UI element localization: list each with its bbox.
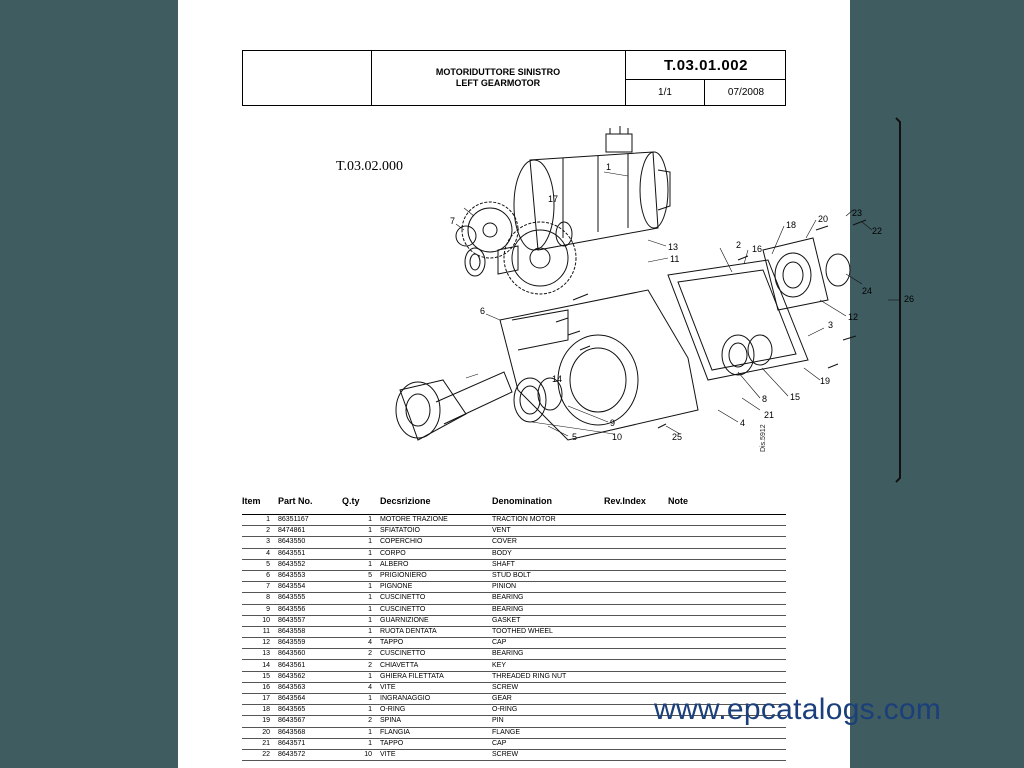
table-cell-empty bbox=[668, 559, 786, 570]
table-cell: SCREW bbox=[492, 682, 604, 693]
table-cell: CORPO bbox=[380, 548, 492, 559]
table-cell: 8643564 bbox=[278, 694, 342, 705]
table-cell: 1 bbox=[342, 526, 380, 537]
table-row bbox=[242, 570, 786, 581]
table-cell: COPERCHIO bbox=[380, 537, 492, 548]
header-item: Item bbox=[242, 494, 278, 515]
header-description: Decsrizione bbox=[380, 494, 492, 515]
table-cell-empty bbox=[668, 582, 786, 593]
table-row bbox=[242, 526, 786, 537]
table-cell: 8643557 bbox=[278, 615, 342, 626]
table-cell: TAPPO bbox=[380, 638, 492, 649]
callout: 9 bbox=[610, 418, 616, 428]
table-cell: 86351167 bbox=[278, 515, 342, 526]
table-cell: 8643559 bbox=[278, 638, 342, 649]
table-cell: VITE bbox=[380, 749, 492, 760]
table-cell: 8643555 bbox=[278, 593, 342, 604]
table-cell-empty bbox=[668, 593, 786, 604]
table-cell: RUOTA DENTATA bbox=[380, 626, 492, 637]
callout: 19 bbox=[820, 376, 831, 386]
table-cell: 8643551 bbox=[278, 548, 342, 559]
sheet-number: 1/1 bbox=[626, 80, 705, 105]
table-cell: 15 bbox=[242, 671, 278, 682]
table-cell-empty bbox=[604, 682, 668, 693]
table-cell-empty bbox=[604, 727, 668, 738]
table-cell: SPINA bbox=[380, 716, 492, 727]
table-cell-empty bbox=[668, 548, 786, 559]
toothed-wheel-11-drawing bbox=[498, 222, 576, 294]
table-cell: 6 bbox=[242, 570, 278, 581]
callout: 5 bbox=[572, 432, 578, 442]
table-row bbox=[242, 604, 786, 615]
table-row bbox=[242, 582, 786, 593]
table-row bbox=[242, 537, 786, 548]
table-cell: KEY bbox=[492, 660, 604, 671]
catalog-page bbox=[178, 0, 915, 768]
table-cell: 1 bbox=[342, 559, 380, 570]
table-cell: 4 bbox=[342, 682, 380, 693]
table-cell: 8643554 bbox=[278, 582, 342, 593]
shaft-5-drawing bbox=[396, 372, 512, 440]
body-4-drawing bbox=[500, 290, 698, 440]
gear-17-drawing bbox=[456, 202, 518, 258]
table-cell: THREADED RING NUT bbox=[492, 671, 604, 682]
header-denomination: Denomination bbox=[492, 494, 604, 515]
table-cell: 3 bbox=[242, 537, 278, 548]
table-cell-empty bbox=[668, 671, 786, 682]
table-cell: SHAFT bbox=[492, 559, 604, 570]
table-cell-empty bbox=[668, 738, 786, 749]
table-cell: 4 bbox=[342, 638, 380, 649]
table-cell: 1 bbox=[342, 705, 380, 716]
drawing-number: Dis.5912 bbox=[760, 424, 767, 452]
table-cell: BEARING bbox=[492, 604, 604, 615]
table-cell: 1 bbox=[342, 615, 380, 626]
table-cell: 22 bbox=[242, 749, 278, 760]
table-cell: TAPPO bbox=[380, 738, 492, 749]
table-header-row bbox=[242, 494, 786, 515]
table-cell-empty bbox=[668, 749, 786, 760]
table-cell: 1 bbox=[342, 537, 380, 548]
table-cell: FLANGE bbox=[492, 727, 604, 738]
exploded-view-diagram bbox=[268, 110, 915, 490]
table-row bbox=[242, 660, 786, 671]
callout: 12 bbox=[848, 312, 859, 322]
table-cell-empty bbox=[604, 548, 668, 559]
table-cell: 8643571 bbox=[278, 738, 342, 749]
document-code: T.03.01.002 bbox=[626, 51, 786, 80]
title-cell bbox=[371, 51, 626, 105]
table-cell: 8643561 bbox=[278, 660, 342, 671]
callout: 21 bbox=[764, 410, 775, 420]
table-cell: VITE bbox=[380, 682, 492, 693]
table-cell-empty bbox=[668, 727, 786, 738]
traction-motor-drawing bbox=[514, 126, 670, 250]
table-cell-empty bbox=[604, 638, 668, 649]
callout: 20 bbox=[818, 214, 829, 224]
table-cell: PIGNONE bbox=[380, 582, 492, 593]
callout: 17 bbox=[548, 194, 559, 204]
table-cell: 13 bbox=[242, 649, 278, 660]
table-cell: 1 bbox=[342, 671, 380, 682]
callout: 26 bbox=[904, 294, 915, 304]
table-cell: 1 bbox=[342, 727, 380, 738]
table-cell: 5 bbox=[242, 559, 278, 570]
table-cell: 11 bbox=[242, 626, 278, 637]
flange-20-drawing bbox=[763, 238, 828, 310]
table-row bbox=[242, 738, 786, 749]
table-cell: 1 bbox=[342, 626, 380, 637]
table-cell-empty bbox=[604, 604, 668, 615]
table-cell: 8643550 bbox=[278, 537, 342, 548]
table-cell: GUARNIZIONE bbox=[380, 615, 492, 626]
table-cell: O-RING bbox=[380, 705, 492, 716]
callout: 10 bbox=[612, 432, 623, 442]
bearing-8-drawing bbox=[722, 335, 754, 375]
callout: 15 bbox=[790, 392, 801, 402]
table-cell: 1 bbox=[342, 593, 380, 604]
o-ring-24-drawing bbox=[826, 254, 850, 286]
callout: 1 bbox=[606, 162, 612, 172]
table-cell: 19 bbox=[242, 716, 278, 727]
table-cell: 8643560 bbox=[278, 649, 342, 660]
table-cell-empty bbox=[604, 649, 668, 660]
table-cell: BEARING bbox=[492, 649, 604, 660]
table-cell: 10 bbox=[342, 749, 380, 760]
table-cell: 8643562 bbox=[278, 671, 342, 682]
table-cell: GHIERA FILETTATA bbox=[380, 671, 492, 682]
table-cell-empty bbox=[604, 738, 668, 749]
revision-date: 07/2008 bbox=[727, 87, 765, 98]
table-cell: MOTORE TRAZIONE bbox=[380, 515, 492, 526]
table-cell-empty bbox=[604, 570, 668, 581]
table-cell: GEAR bbox=[492, 694, 604, 705]
table-cell: 1 bbox=[342, 604, 380, 615]
table-row bbox=[242, 638, 786, 649]
title-italian: MOTORIDUTTORE SINISTRO bbox=[435, 67, 561, 77]
header-rev-index: Rev.Index bbox=[604, 494, 668, 515]
table-cell: CUSCINETTO bbox=[380, 604, 492, 615]
table-row bbox=[242, 548, 786, 559]
table-cell: 21 bbox=[242, 738, 278, 749]
table-cell: CAP bbox=[492, 638, 604, 649]
table-cell: STUD BOLT bbox=[492, 570, 604, 581]
table-cell-empty bbox=[668, 570, 786, 581]
table-cell-empty bbox=[604, 660, 668, 671]
table-cell: PINION bbox=[492, 582, 604, 593]
table-cell-empty bbox=[668, 615, 786, 626]
table-cell: 8643567 bbox=[278, 716, 342, 727]
table-cell: ALBERO bbox=[380, 559, 492, 570]
table-cell-empty bbox=[604, 626, 668, 637]
callout: 23 bbox=[852, 208, 863, 218]
table-cell: 2 bbox=[342, 660, 380, 671]
table-row bbox=[242, 727, 786, 738]
table-cell-empty bbox=[668, 638, 786, 649]
callout: 7 bbox=[450, 216, 456, 226]
header-note: Note bbox=[668, 494, 786, 515]
table-cell: INGRANAGGIO bbox=[380, 694, 492, 705]
table-cell: COVER bbox=[492, 537, 604, 548]
table-cell: 2 bbox=[342, 649, 380, 660]
table-cell: CUSCINETTO bbox=[380, 593, 492, 604]
table-cell: 8643563 bbox=[278, 682, 342, 693]
table-cell: CHIAVETTA bbox=[380, 660, 492, 671]
callout: 11 bbox=[670, 254, 680, 264]
table-cell-empty bbox=[604, 671, 668, 682]
table-cell-empty bbox=[668, 526, 786, 537]
table-row bbox=[242, 671, 786, 682]
table-cell: SCREW bbox=[492, 749, 604, 760]
table-cell: 8 bbox=[242, 593, 278, 604]
table-row bbox=[242, 615, 786, 626]
table-cell-empty bbox=[668, 682, 786, 693]
table-cell: GASKET bbox=[492, 615, 604, 626]
table-cell-empty bbox=[604, 582, 668, 593]
watermark-url: www.epcatalogs.com bbox=[654, 693, 942, 726]
table-cell: 2 bbox=[242, 526, 278, 537]
table-cell-empty bbox=[604, 559, 668, 570]
callout: 8 bbox=[762, 394, 768, 404]
table-cell-empty bbox=[668, 626, 786, 637]
table-row bbox=[242, 515, 786, 526]
table-row bbox=[242, 593, 786, 604]
table-cell: 8643556 bbox=[278, 604, 342, 615]
table-cell-empty bbox=[668, 537, 786, 548]
table-cell: PIN bbox=[492, 716, 604, 727]
table-row bbox=[242, 559, 786, 570]
table-cell: BEARING bbox=[492, 593, 604, 604]
table-cell: 8643552 bbox=[278, 559, 342, 570]
callout: 14 bbox=[552, 374, 563, 384]
table-cell: 7 bbox=[242, 582, 278, 593]
table-cell: 18 bbox=[242, 705, 278, 716]
table-cell-empty bbox=[604, 526, 668, 537]
table-cell: 5 bbox=[342, 570, 380, 581]
table-cell: 8643565 bbox=[278, 705, 342, 716]
table-cell-empty bbox=[604, 537, 668, 548]
table-cell-empty bbox=[604, 615, 668, 626]
table-cell: O-RING bbox=[492, 705, 604, 716]
table-row bbox=[242, 682, 786, 693]
header-qty: Q.ty bbox=[342, 494, 380, 515]
header-part-no: Part No. bbox=[278, 494, 342, 515]
callout: 24 bbox=[862, 286, 873, 296]
table-cell: 1 bbox=[342, 515, 380, 526]
table-cell: 8643568 bbox=[278, 727, 342, 738]
table-cell: 8643572 bbox=[278, 749, 342, 760]
table-cell: 14 bbox=[242, 660, 278, 671]
right-backdrop bbox=[850, 0, 1024, 768]
callout: 22 bbox=[872, 226, 883, 236]
callout: 25 bbox=[672, 432, 683, 442]
table-cell-empty bbox=[604, 515, 668, 526]
callout: 2 bbox=[736, 240, 742, 250]
table-cell-empty bbox=[668, 660, 786, 671]
table-cell: 20 bbox=[242, 727, 278, 738]
table-cell: 10 bbox=[242, 615, 278, 626]
table-cell: 9 bbox=[242, 604, 278, 615]
logo-cell bbox=[243, 51, 372, 105]
table-cell: 16 bbox=[242, 682, 278, 693]
table-cell: 1 bbox=[242, 515, 278, 526]
table-cell: TRACTION MOTOR bbox=[492, 515, 604, 526]
left-backdrop bbox=[0, 0, 178, 768]
table-cell: 1 bbox=[342, 694, 380, 705]
callout: 4 bbox=[740, 418, 746, 428]
reference-code: T.03.02.000 bbox=[336, 159, 404, 174]
table-cell: BODY bbox=[492, 548, 604, 559]
callout: 6 bbox=[480, 306, 486, 316]
table-cell: CUSCINETTO bbox=[380, 649, 492, 660]
callout: 18 bbox=[786, 220, 797, 230]
table-cell-empty bbox=[668, 515, 786, 526]
title-english: LEFT GEARMOTOR bbox=[455, 78, 541, 88]
table-row bbox=[242, 626, 786, 637]
callout: 13 bbox=[668, 242, 679, 252]
table-cell-empty bbox=[668, 649, 786, 660]
table-cell: PRIGIONIERO bbox=[380, 570, 492, 581]
table-row bbox=[242, 649, 786, 660]
table-cell-empty bbox=[668, 604, 786, 615]
callout: 16 bbox=[752, 244, 763, 254]
table-cell: 4 bbox=[242, 548, 278, 559]
table-cell: 12 bbox=[242, 638, 278, 649]
table-cell: 8474861 bbox=[278, 526, 342, 537]
table-cell: SFIATATOIO bbox=[380, 526, 492, 537]
gasket-10-drawing bbox=[514, 378, 546, 422]
table-cell: 2 bbox=[342, 716, 380, 727]
callout: 3 bbox=[828, 320, 834, 330]
table-cell: 1 bbox=[342, 738, 380, 749]
table-cell-empty bbox=[604, 749, 668, 760]
table-cell: 1 bbox=[342, 548, 380, 559]
table-cell: CAP bbox=[492, 738, 604, 749]
title-block bbox=[242, 50, 786, 106]
table-cell: 8643558 bbox=[278, 626, 342, 637]
table-cell: 1 bbox=[342, 582, 380, 593]
table-cell-empty bbox=[604, 593, 668, 604]
table-cell: 8643553 bbox=[278, 570, 342, 581]
table-cell: 17 bbox=[242, 694, 278, 705]
table-cell: TOOTHED WHEEL bbox=[492, 626, 604, 637]
table-cell: VENT bbox=[492, 526, 604, 537]
table-cell: FLANGIA bbox=[380, 727, 492, 738]
table-row bbox=[242, 749, 786, 760]
